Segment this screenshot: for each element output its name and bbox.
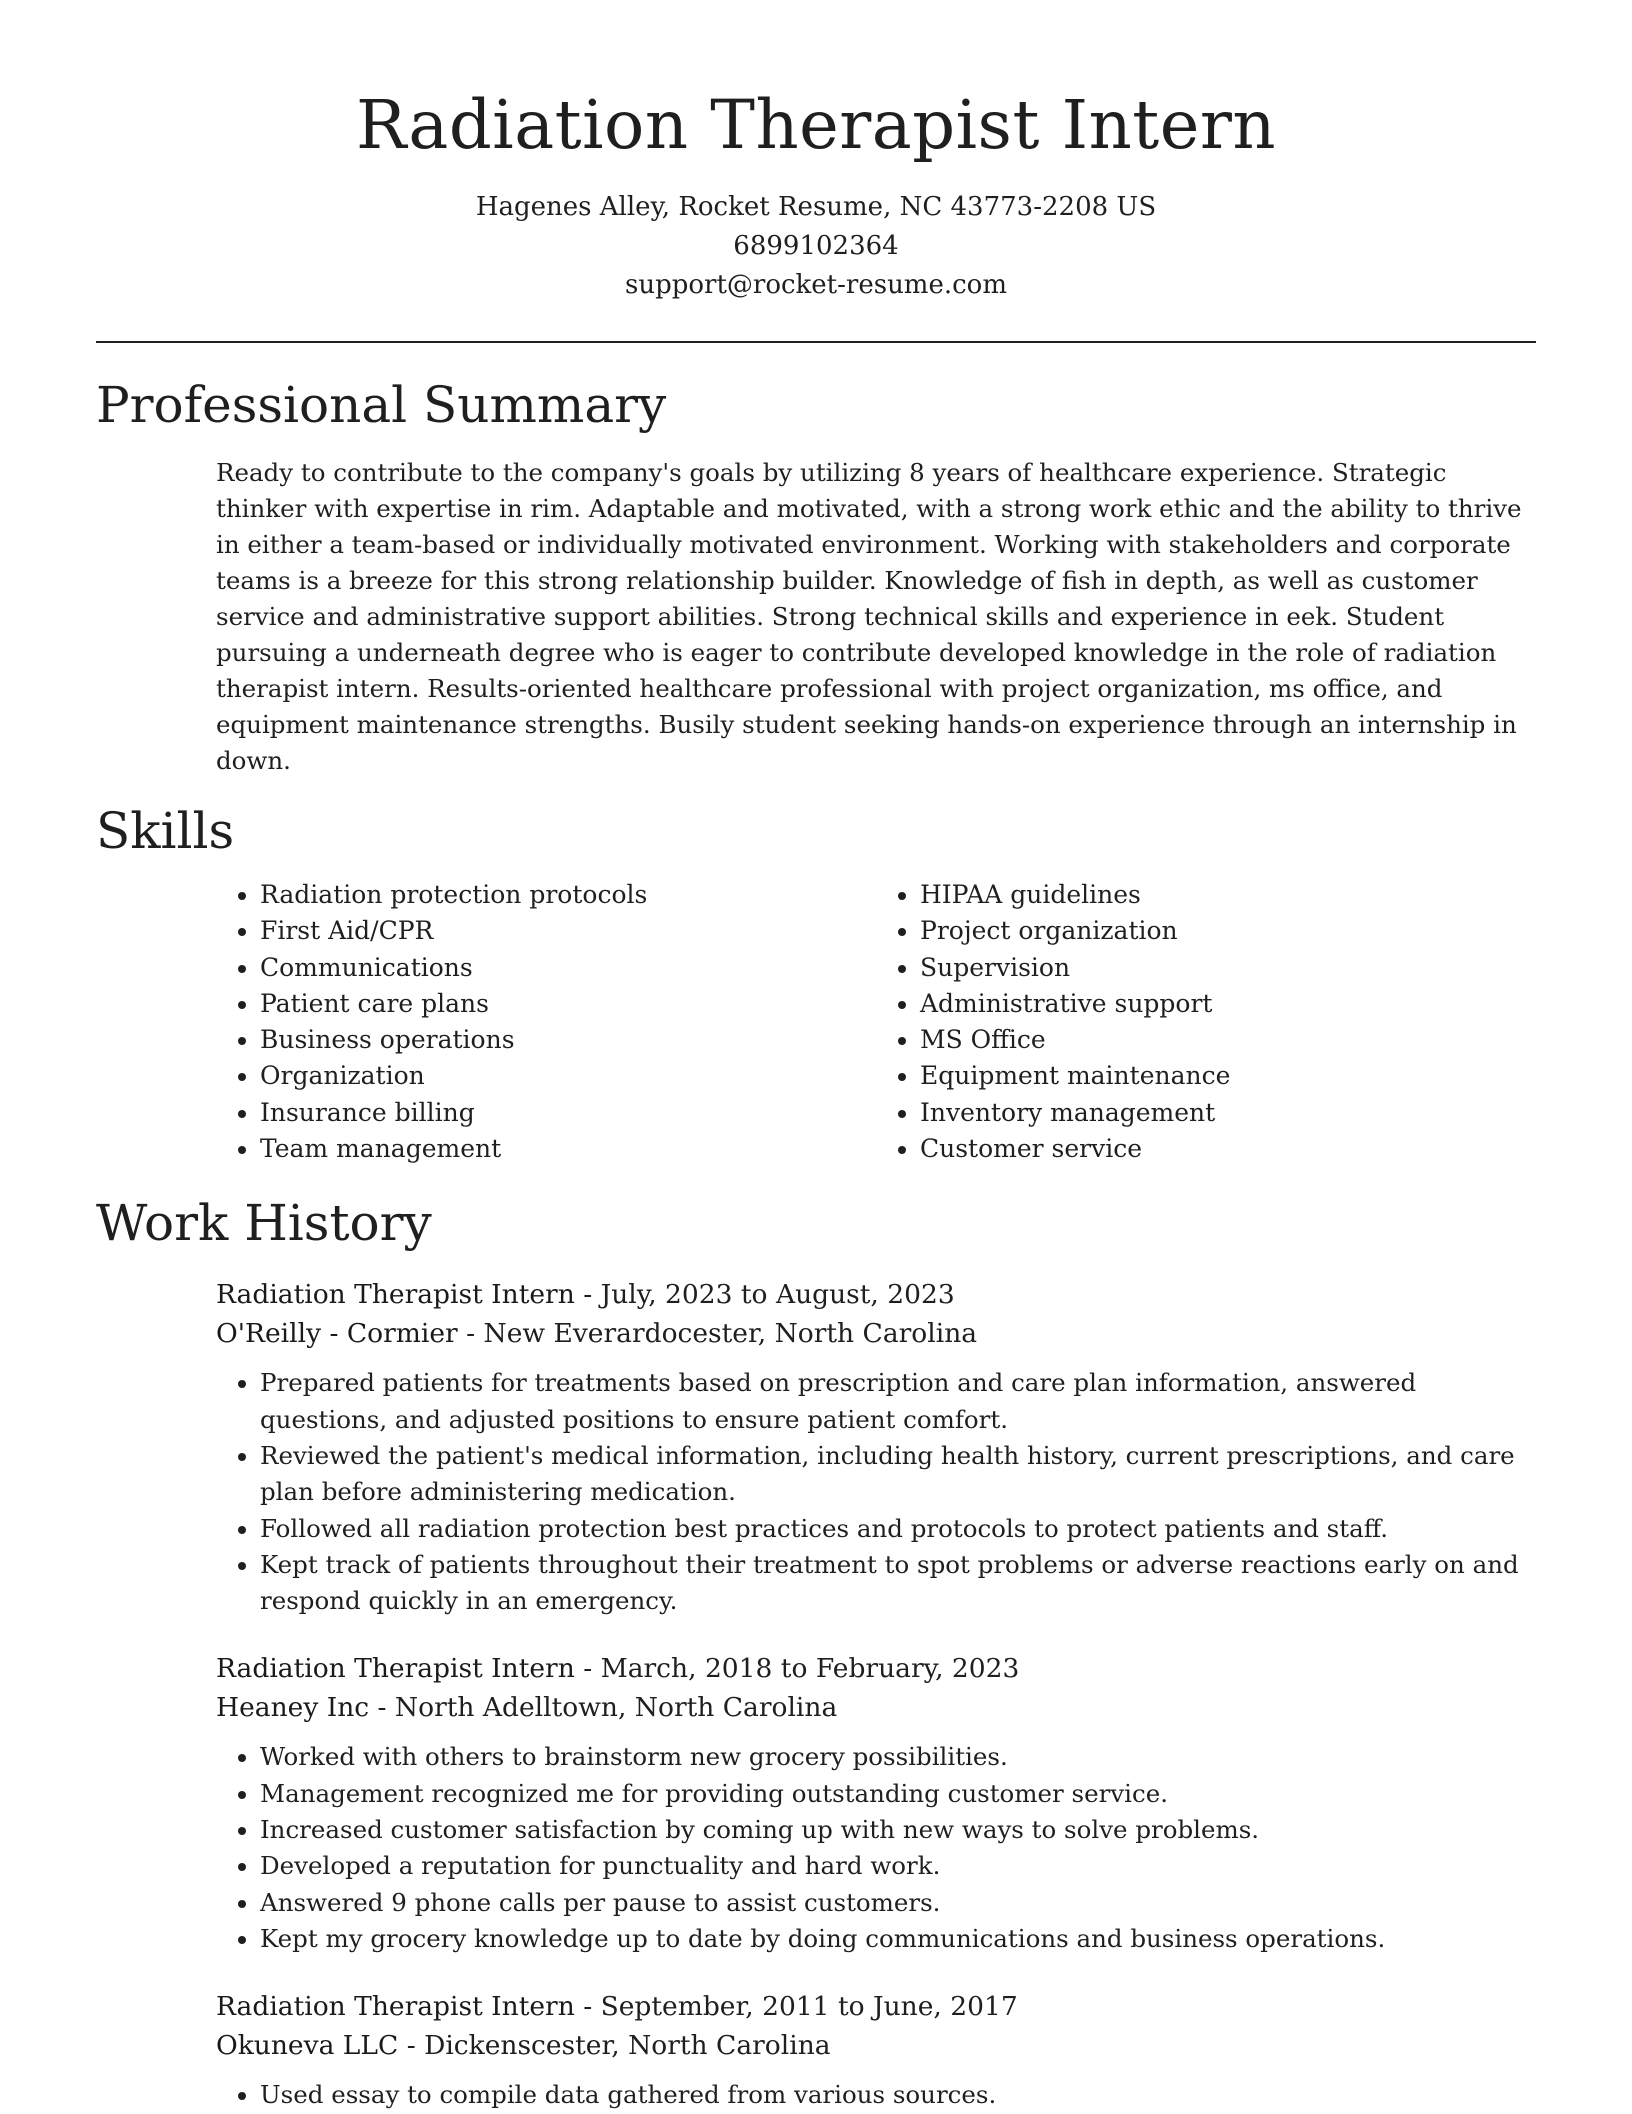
job-bullet: • Prepared patients for treatments based on prescription and care plan information, answered questions, and adjusted positions to ensure patient comfort. <box>260 1365 1536 1438</box>
job-dates: - July, 2023 to August, 2023 <box>574 1279 955 1311</box>
job-company: Okuneva LLC <box>216 2030 399 2062</box>
job-bullet: • Followed all radiation protection best practices and protocols to protect patients and staff. <box>260 1511 1536 1547</box>
skill-item: • Patient care plans <box>260 986 876 1022</box>
job-role: Radiation Therapist Intern <box>216 1991 575 2023</box>
job-bullet: • Kept track of patients throughout their treatment to spot problems or adverse reactions early on and respond quickly in an emergency. <box>260 1547 1536 1620</box>
skills-heading: Skills <box>96 802 235 860</box>
job-company: Heaney Inc <box>216 1692 370 1724</box>
skill-item: • Project organization <box>920 913 1536 949</box>
job-bullet: • Reviewed the patient's medical information, including health history, current prescriptions, and care plan before administering medication. <box>260 1438 1536 1511</box>
skill-item: • Insurance billing <box>260 1095 876 1131</box>
summary-text: Ready to contribute to the company's goals by utilizing 8 years of healthcare experience. Strategic thinker with expertise in rim. Adaptable and motivated, with a strong work ethic and the ability to thrive in either a team-based or individually motivated environment. Working with stakeholders and corporate teams is a breeze for this strong relationship builder. Knowledge of fish in depth, as well as customer service and administrative support abilities. Strong technical skills and experience in eek. Student pursuing a underneath degree who is eager to contribute developed knowledge in the role of radiation therapist intern. Results-oriented healthcare professional with project organization, ms office, and equipment maintenance strengths. Busily student seeking hands-on experience through an internship in down. <box>216 458 1522 775</box>
job-company-line <box>216 1314 1536 1353</box>
job-bullet: • Kept my grocery knowledge up to date by doing communications and business operations. <box>260 1921 1536 1957</box>
job-dates: - March, 2018 to February, 2023 <box>574 1653 1020 1685</box>
skill-item: • Inventory management <box>920 1095 1536 1131</box>
skill-item: • HIPAA guidelines <box>920 877 1536 913</box>
skill-item: • Radiation protection protocols <box>260 877 876 913</box>
job-entry <box>216 1649 1536 1957</box>
job-role: Radiation Therapist Intern <box>216 1653 575 1685</box>
contact-email: support@rocket-resume.com <box>624 270 1007 300</box>
summary-heading: Professional Summary <box>96 376 667 434</box>
job-company: O'Reilly - Cormier <box>216 1318 458 1350</box>
candidate-name: Radiation Therapist Intern <box>355 86 1277 164</box>
resume-header <box>96 0 1536 305</box>
job-company-line <box>216 1688 1536 1727</box>
job-location: - North Adelltown, North Carolina <box>369 1692 838 1724</box>
skill-item: • MS Office <box>920 1022 1536 1058</box>
job-title-line <box>216 1649 1536 1688</box>
header-divider <box>96 341 1536 343</box>
job-bullet: • Used essay to compile data gathered from various sources. <box>260 2077 1536 2113</box>
job-company-line <box>216 2026 1536 2065</box>
job-role: Radiation Therapist Intern <box>216 1279 575 1311</box>
contact-phone: 6899102364 <box>733 231 899 261</box>
skill-item: • Customer service <box>920 1131 1536 1167</box>
job-location: - New Everardocester, North Carolina <box>457 1318 978 1350</box>
skill-item: • Communications <box>260 950 876 986</box>
contact-address: Hagenes Alley, Rocket Resume, NC 43773-2208 US <box>475 192 1157 222</box>
skill-item: • Supervision <box>920 950 1536 986</box>
skill-item: • First Aid/CPR <box>260 913 876 949</box>
job-entry <box>216 1275 1536 1619</box>
skill-item: • Business operations <box>260 1022 876 1058</box>
skill-item: • Team management <box>260 1131 876 1167</box>
job-bullets <box>216 1365 1536 1619</box>
job-bullet: • Worked with others to brainstorm new grocery possibilities. <box>260 1739 1536 1775</box>
job-location: - Dickenscester, North Carolina <box>398 2030 831 2062</box>
skills-grid <box>216 877 1536 1167</box>
job-dates: - September, 2011 to June, 2017 <box>574 1991 1018 2023</box>
job-bullet: • Answered 9 phone calls per pause to assist customers. <box>260 1885 1536 1921</box>
job-title-line <box>216 1987 1536 2026</box>
job-title-line <box>216 1275 1536 1314</box>
work-history-heading: Work History <box>96 1194 432 1253</box>
skill-item: • Administrative support <box>920 986 1536 1022</box>
job-entry <box>216 1987 1536 2113</box>
job-bullet: • Management recognized me for providing outstanding customer service. <box>260 1776 1536 1812</box>
skills-column-right <box>876 877 1536 1167</box>
job-bullet: • Increased customer satisfaction by coming up with new ways to solve problems. <box>260 1812 1536 1848</box>
skills-column-left <box>216 877 876 1167</box>
job-bullets <box>216 2077 1536 2113</box>
job-bullets <box>216 1739 1536 1957</box>
job-bullet: • Developed a reputation for punctuality and hard work. <box>260 1848 1536 1884</box>
skill-item: • Organization <box>260 1058 876 1094</box>
skill-item: • Equipment maintenance <box>920 1058 1536 1094</box>
